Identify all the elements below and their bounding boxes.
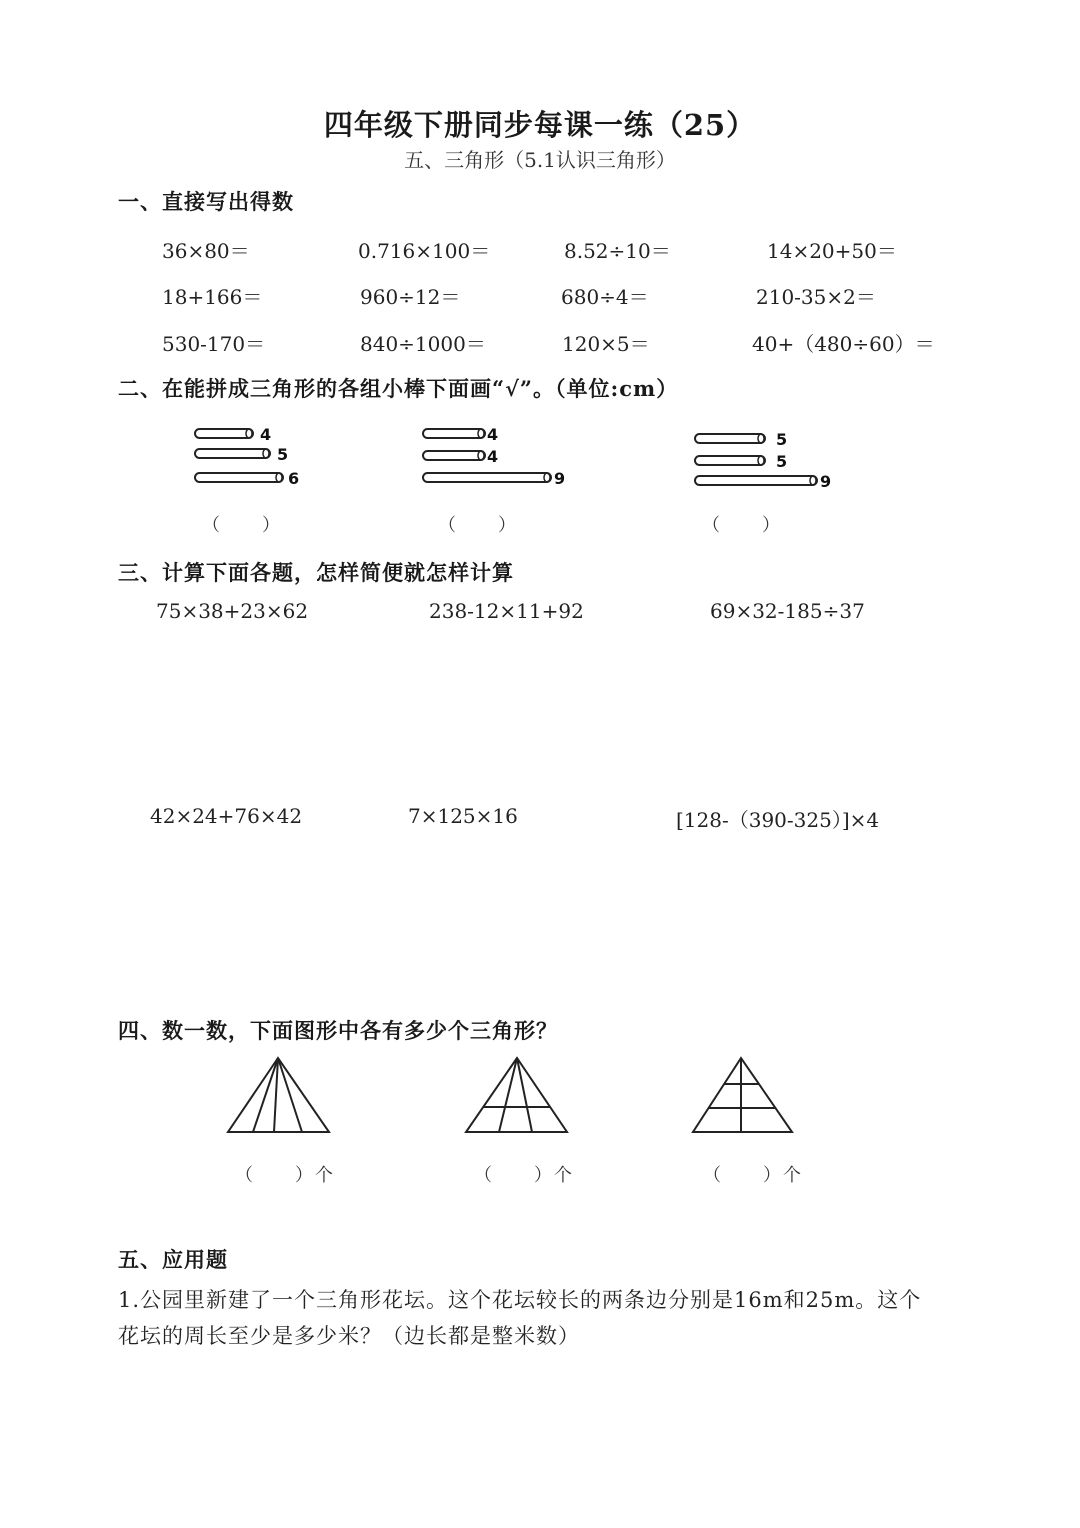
stick-length-label: 6 <box>288 469 300 488</box>
stick <box>195 429 253 438</box>
equation: 960÷12＝ <box>360 285 461 309</box>
stick <box>423 473 551 482</box>
calc-problem: 238-12×11+92 <box>429 599 584 623</box>
stick-length-label: 4 <box>487 425 499 444</box>
equation: 0.716×100＝ <box>358 239 491 263</box>
equation: 18+166＝ <box>162 285 263 309</box>
equation: 530-170＝ <box>162 332 266 356</box>
stick <box>195 449 270 458</box>
stick-length-label: 5 <box>277 445 289 464</box>
equation: 14×20+50＝ <box>767 239 897 263</box>
stick-group-2 <box>418 420 578 495</box>
equation: 40+（480÷60）＝ <box>752 332 935 356</box>
count-answer-blank[interactable]: （ ）个 <box>235 1165 335 1186</box>
triangle-figure-2 <box>462 1055 572 1137</box>
answer-blank[interactable]: （ ） <box>438 515 518 536</box>
count-answer-blank[interactable]: （ ）个 <box>703 1165 803 1186</box>
calc-problem: 7×125×16 <box>408 804 518 828</box>
stick-length-label: 5 <box>776 430 788 449</box>
equation: 210-35×2＝ <box>756 285 876 309</box>
section2-heading: 二、在能拼成三角形的各组小棒下面画“√”。（单位:cm） <box>118 376 679 401</box>
equation: 8.52÷10＝ <box>564 239 671 263</box>
section4-heading: 四、数一数，下面图形中各有多少个三角形？ <box>118 1018 558 1043</box>
section1-heading: 一、直接写出得数 <box>118 189 294 214</box>
stick-length-label: 4 <box>487 447 499 466</box>
stick <box>695 476 817 485</box>
answer-blank[interactable]: （ ） <box>202 515 282 536</box>
section3-heading: 三、计算下面各题，怎样简便就怎样计算 <box>118 560 514 585</box>
triangle-figure-1 <box>224 1055 334 1137</box>
word-problem-line: 1.公园里新建了一个三角形花坛。这个花坛较长的两条边分别是16m和25m。这个 <box>118 1288 922 1312</box>
section5-heading: 五、应用题 <box>118 1247 228 1272</box>
stick-group-3 <box>690 425 850 500</box>
equation: 840÷1000＝ <box>360 332 486 356</box>
stick <box>695 456 765 465</box>
triangle-figure-3 <box>690 1055 800 1137</box>
count-answer-blank[interactable]: （ ）个 <box>474 1165 574 1186</box>
stick-length-label: 9 <box>554 469 566 488</box>
calc-problem: [128-（390-325）]×4 <box>676 808 880 832</box>
equation: 36×80＝ <box>162 239 250 263</box>
equation: 120×5＝ <box>562 332 650 356</box>
stick <box>195 473 283 482</box>
calc-problem: 42×24+76×42 <box>150 804 303 828</box>
stick <box>695 434 765 443</box>
calc-problem: 75×38+23×62 <box>156 599 309 623</box>
stick-length-label: 5 <box>776 452 788 471</box>
stick-length-label: 9 <box>820 472 832 491</box>
word-problem-line: 花坛的周长至少是多少米？（边长都是整米数） <box>118 1324 580 1348</box>
stick-length-label: 4 <box>260 425 272 444</box>
page-subtitle: 五、三角形（5.1认识三角形） <box>404 148 676 172</box>
page-title: 四年级下册同步每课一练（25） <box>323 108 757 142</box>
stick <box>423 451 485 460</box>
calc-problem: 69×32-185÷37 <box>710 599 865 623</box>
answer-blank[interactable]: （ ） <box>702 515 782 536</box>
stick <box>423 429 485 438</box>
equation: 680÷4＝ <box>561 285 649 309</box>
stick-group-1 <box>190 420 310 495</box>
